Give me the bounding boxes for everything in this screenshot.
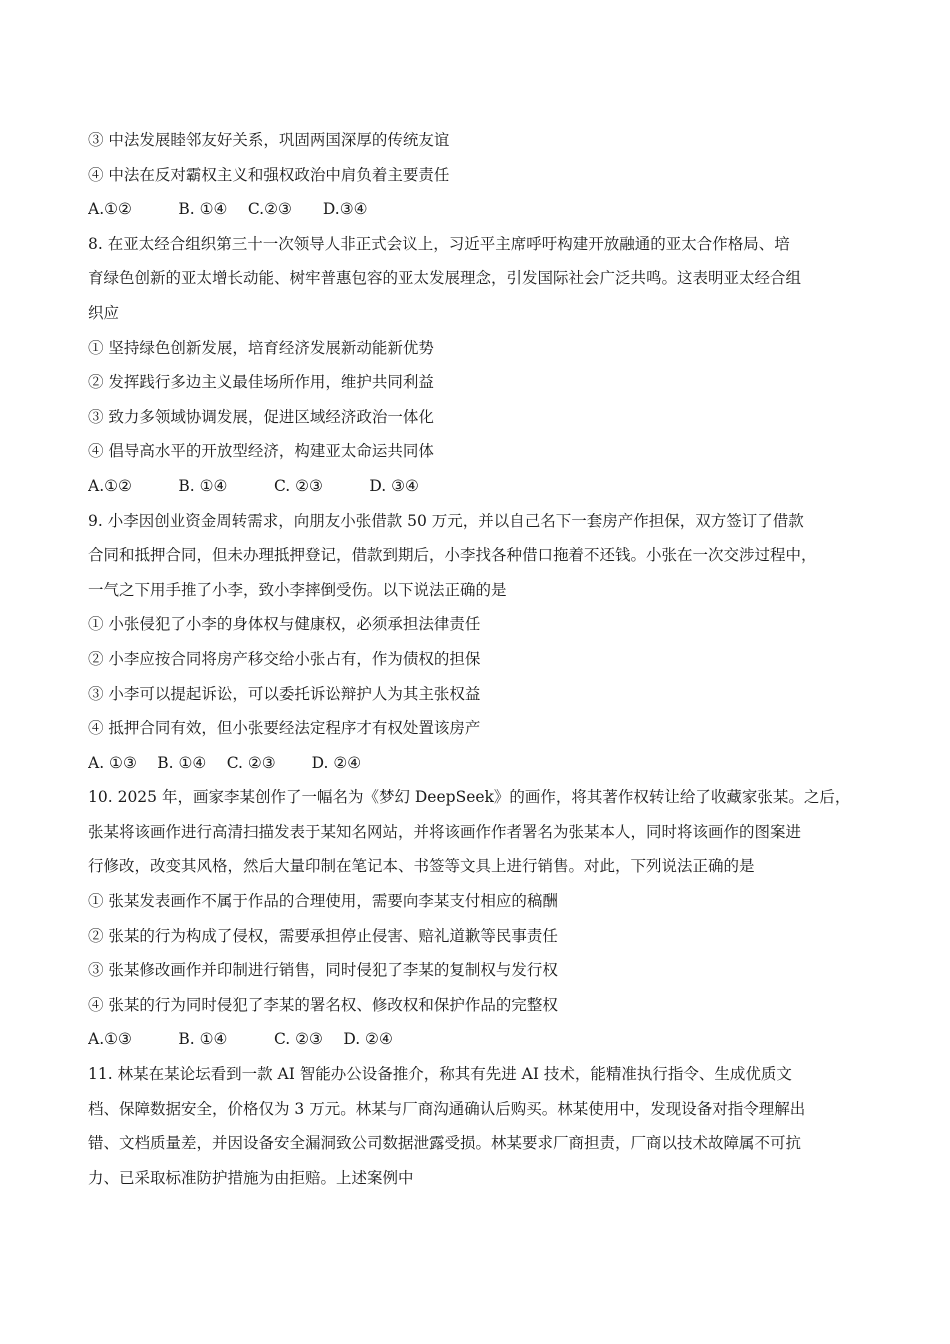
text-line: 张某将该画作进行高清扫描发表于某知名网站，并将该画作作者署名为张某本人，同时将该画作的图案进 <box>88 822 802 841</box>
text-line: 合同和抵押合同，但未办理抵押登记，借款到期后，小李找各种借口拖着不还钱。小张在一次交涉过程中， <box>88 546 817 565</box>
answer-options: A.①③ B. ①④ C. ②③ D. ②④ <box>88 1030 393 1049</box>
text-line: ② 小李应按合同将房产移交给小张占有，作为债权的担保 <box>88 649 481 668</box>
text-line: ② 发挥践行多边主义最佳场所作用，维护共同利益 <box>88 373 434 392</box>
text-line: ③ 致力多领域协调发展，促进区域经济政治一体化 <box>88 407 434 426</box>
answer-options: A. ①③ B. ①④ C. ②③ D. ②④ <box>88 753 362 772</box>
answer-options: A.①② B. ①④ C.②③ D.③④ <box>88 200 368 219</box>
text-line: ① 坚持绿色创新发展，培育经济发展新动能新优势 <box>88 338 434 357</box>
text-line: ③ 小李可以提起诉讼，可以委托诉讼辩护人为其主张权益 <box>88 684 481 703</box>
question-11-stem: 11. 林某在某论坛看到一款 AI 智能办公设备推介，称其有先进 AI 技术，能精准执行指令、生成优质文 <box>88 1065 792 1084</box>
text-line: ④ 抵押合同有效，但小张要经法定程序才有权处置该房产 <box>88 719 481 738</box>
text-line: 档、保障数据安全，价格仅为 3 万元。林某与厂商沟通确认后购买。林某使用中，发现设备对指令理解出 <box>88 1099 806 1118</box>
question-10-stem: 10. 2025 年，画家李某创作了一幅名为《梦幻 DeepSeek》的画作，将其著作权转让给了收藏家张某。之后， <box>88 788 851 807</box>
text-line: ④ 倡导高水平的开放型经济，构建亚太命运共同体 <box>88 442 434 461</box>
question-9-stem: 9. 小李因创业资金周转需求，向朋友小张借款 50 万元，并以自己名下一套房产作担保，双方签订了借款 <box>88 511 804 530</box>
text-line: ① 小张侵犯了小李的身体权与健康权，必须承担法律责任 <box>88 615 481 634</box>
text-line: ① 张某发表画作不属于作品的合理使用，需要向李某支付相应的稿酬 <box>88 892 558 911</box>
text-line: ③ 中法发展睦邻友好关系，巩固两国深厚的传统友谊 <box>88 131 450 149</box>
text-line: 一气之下用手推了小李，致小李摔倒受伤。以下说法正确的是 <box>88 580 507 599</box>
question-text-block <box>88 123 878 1195</box>
text-line: 行修改，改变其风格，然后大量印制在笔记本、书签等文具上进行销售。对此，下列说法正确的是 <box>88 857 755 876</box>
question-8-stem: 8. 在亚太经合组织第三十一次领导人非正式会议上，习近平主席呼吁构建开放融通的亚太合作格局、培 <box>88 234 790 253</box>
text-line: 织应 <box>88 303 120 322</box>
text-line: ④ 张某的行为同时侵犯了李某的署名权、修改权和保护作品的完整权 <box>88 995 558 1014</box>
text-line: ③ 张某修改画作并印制进行销售，同时侵犯了李某的复制权与发行权 <box>88 961 558 980</box>
text-line: 错、文档质量差，并因设备安全漏洞致公司数据泄露受损。林某要求厂商担责，厂商以技术故障属不可抗 <box>88 1134 802 1153</box>
text-line: ② 张某的行为构成了侵权，需要承担停止侵害、赔礼道歉等民事责任 <box>88 926 558 945</box>
text-line: 育绿色创新的亚太增长动能、树牢普惠包容的亚太发展理念，引发国际社会广泛共鸣。这表明亚太经合组 <box>88 269 802 288</box>
answer-options: A.①② B. ①④ C. ②③ D. ③④ <box>88 476 419 495</box>
text-line: ④ 中法在反对霸权主义和强权政治中肩负着主要责任 <box>88 165 450 184</box>
text-line: 力、已采取标准防护措施为由拒赔。上述案例中 <box>88 1168 414 1187</box>
